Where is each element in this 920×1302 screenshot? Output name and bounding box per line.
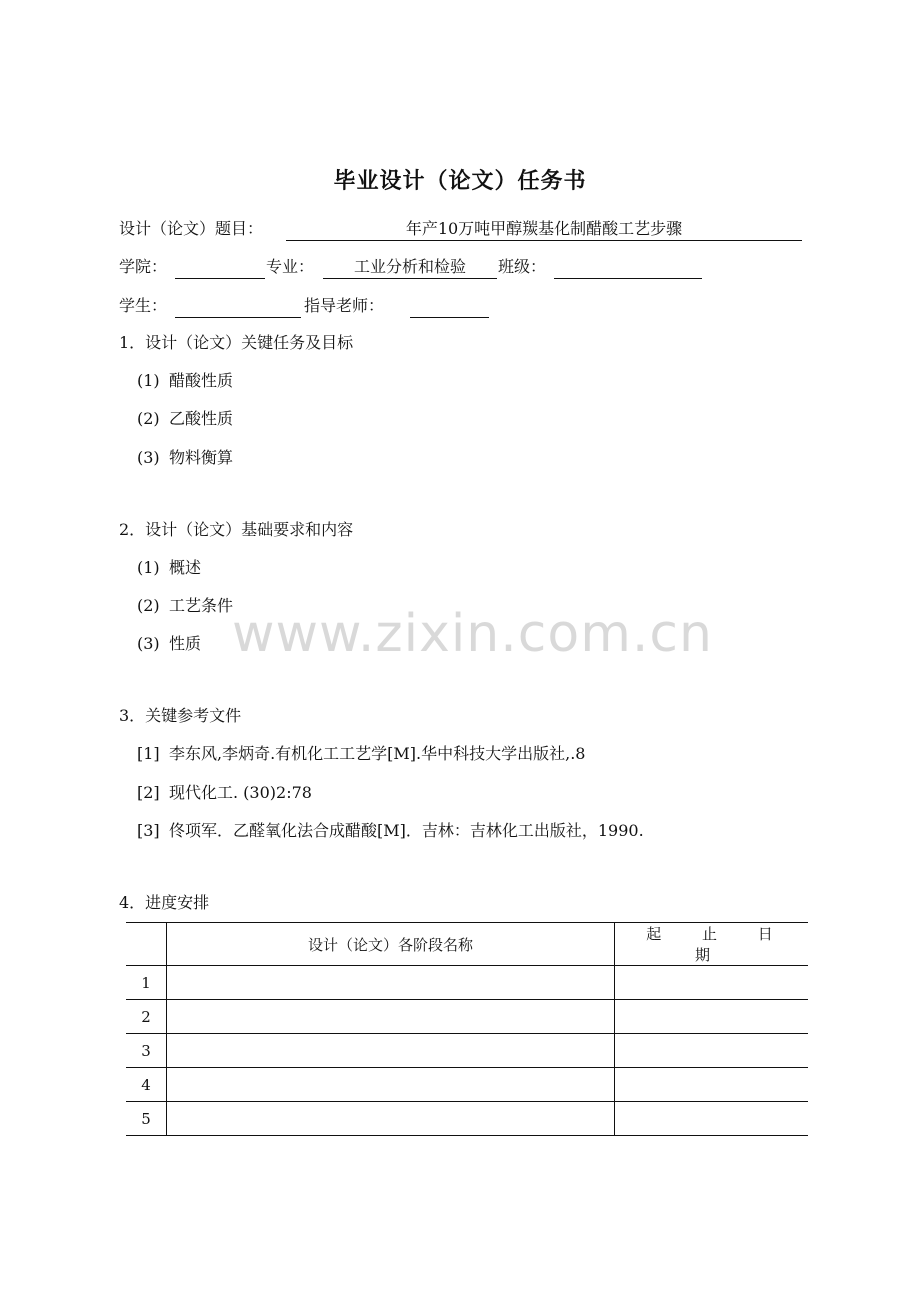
table-row (126, 966, 808, 1000)
reference-number: [2] (137, 783, 160, 802)
row-number: 5 (126, 1102, 167, 1136)
item-text: 概述 (169, 558, 202, 577)
date-cell[interactable] (615, 966, 809, 1000)
item-text: 醋酸性质 (169, 371, 234, 390)
section2-heading: 2．设计（论文）基础要求和内容 (119, 520, 354, 539)
class-label: 班级： (498, 257, 547, 276)
section4-heading: 4．进度安排 (119, 893, 210, 912)
reference-text: 现代化工. (30)2:78 (169, 783, 312, 802)
list-item (137, 557, 201, 579)
stage-name-cell[interactable] (167, 1068, 615, 1102)
header-cell-stage-name: 设计（论文）各阶段名称 (167, 923, 615, 966)
item-number: (3) (137, 634, 160, 653)
advisor-label: 指导老师： (304, 296, 385, 315)
table-row (126, 1068, 808, 1102)
list-item (137, 633, 201, 655)
major-label: 专业： (266, 257, 315, 276)
class-field[interactable] (554, 256, 702, 279)
header-cell-dates: 起 止 日 期 (615, 923, 809, 966)
item-text: 乙酸性质 (169, 409, 234, 428)
date-cell[interactable] (615, 1102, 809, 1136)
reference-text: 佟项军．乙醛氧化法合成醋酸[M]．吉林：吉林化工出版社，1990. (169, 821, 644, 840)
stage-name-cell[interactable] (167, 1034, 615, 1068)
topic-field[interactable]: 年产10万吨甲醇羰基化制醋酸工艺步骤 (286, 218, 802, 241)
table-row (126, 1034, 808, 1068)
major-field[interactable]: 工业分析和检验 (323, 256, 497, 279)
row-number: 2 (126, 1000, 167, 1034)
item-number: (2) (137, 409, 160, 428)
stage-name-cell[interactable] (167, 1000, 615, 1034)
row-number: 3 (126, 1034, 167, 1068)
stage-name-cell[interactable] (167, 966, 615, 1000)
item-number: (2) (137, 596, 160, 615)
date-cell[interactable] (615, 1034, 809, 1068)
reference-number: [3] (137, 821, 160, 840)
reference-item (137, 820, 644, 842)
topic-label: 设计（论文）题目： (119, 219, 264, 238)
row-number: 4 (126, 1068, 167, 1102)
list-item (137, 595, 233, 617)
section1-heading: 1．设计（论文）关键任务及目标 (119, 333, 354, 352)
document-title: 毕业设计（论文）任务书 (333, 168, 587, 194)
item-text: 物料衡算 (169, 448, 234, 467)
table-header-row (126, 923, 808, 966)
date-cell[interactable] (615, 1000, 809, 1034)
item-text: 工艺条件 (169, 596, 234, 615)
list-item (137, 408, 233, 430)
item-text: 性质 (169, 634, 202, 653)
date-cell[interactable] (615, 1068, 809, 1102)
item-number: (1) (137, 371, 160, 390)
watermark: www.zixin.com.cn (232, 604, 713, 664)
student-field[interactable] (175, 295, 301, 318)
schedule-table (126, 922, 808, 1136)
list-item (137, 447, 233, 469)
reference-item (137, 782, 312, 804)
list-item (137, 370, 233, 392)
student-label: 学生： (119, 296, 168, 315)
item-number: (3) (137, 448, 160, 467)
advisor-field[interactable] (410, 295, 489, 318)
table-row (126, 1000, 808, 1034)
section3-heading: 3．关键参考文件 (119, 706, 242, 725)
stage-name-cell[interactable] (167, 1102, 615, 1136)
table-row (126, 1102, 808, 1136)
reference-text: 李东风,李炳奇.有机化工工艺学[M].华中科技大学出版社,.8 (169, 744, 586, 763)
reference-item (137, 743, 585, 765)
college-field[interactable] (175, 256, 265, 279)
header-cell-number (126, 923, 167, 966)
row-number: 1 (126, 966, 167, 1000)
college-label: 学院： (119, 257, 168, 276)
item-number: (1) (137, 558, 160, 577)
reference-number: [1] (137, 744, 160, 763)
